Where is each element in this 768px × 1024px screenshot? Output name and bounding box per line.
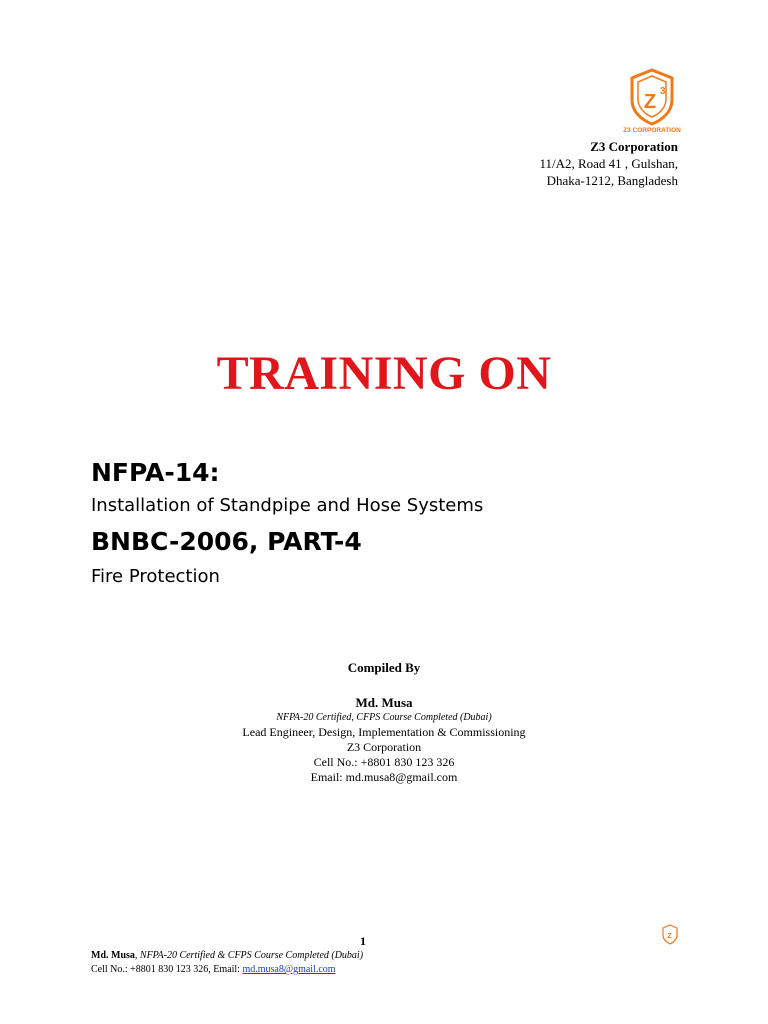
nfpa-heading: NFPA-14: (91, 458, 220, 487)
footer-certification: NFPA-20 Certified & CFPS Course Completed (Dubai) (139, 950, 364, 961)
author-cell: Cell No.: +8801 830 123 326 (313, 755, 455, 769)
address-line-1: 11/A2, Road 41 , Gulshan, (539, 156, 678, 171)
author-certification: NFPA-20 Certified, CFPS Course Completed (Dubai) (276, 712, 492, 723)
footer-logo (660, 924, 680, 946)
footer-email-link[interactable]: md.musa8@gmail.com (242, 964, 336, 975)
nfpa-subtitle: Installation of Standpipe and Hose Systems (91, 495, 484, 516)
company-address-block (539, 138, 678, 189)
shield-logo-icon (620, 66, 684, 134)
author-block (0, 695, 768, 785)
company-logo (620, 66, 684, 134)
page-number: 1 (360, 934, 366, 948)
bnbc-heading: BNBC-2006, PART-4 (91, 527, 362, 556)
svg-text:3: 3 (660, 86, 666, 97)
logo-text: Z3 CORPORATION (623, 127, 681, 134)
address-line-2: Dhaka-1212, Bangladesh (546, 173, 678, 188)
page-footer (91, 949, 363, 977)
footer-separator: , (134, 950, 140, 961)
bnbc-subtitle: Fire Protection (91, 566, 220, 587)
footer-cell: Cell No.: +8801 830 123 326, Email: (91, 964, 243, 975)
svg-text:Z: Z (667, 933, 672, 940)
svg-text:Z: Z (643, 91, 657, 113)
footer-shield-icon (660, 924, 680, 946)
author-name: Md. Musa (355, 695, 413, 710)
author-company: Z3 Corporation (346, 740, 422, 754)
author-role: Lead Engineer, Design, Implementation & Commissioning (242, 725, 526, 739)
author-email: Email: md.musa8@gmail.com (310, 770, 458, 784)
company-name: Z3 Corporation (590, 139, 678, 154)
compiled-by-label: Compiled By (347, 660, 421, 675)
footer-author-name: Md. Musa (91, 950, 135, 961)
document-title: TRAINING ON (216, 347, 552, 400)
